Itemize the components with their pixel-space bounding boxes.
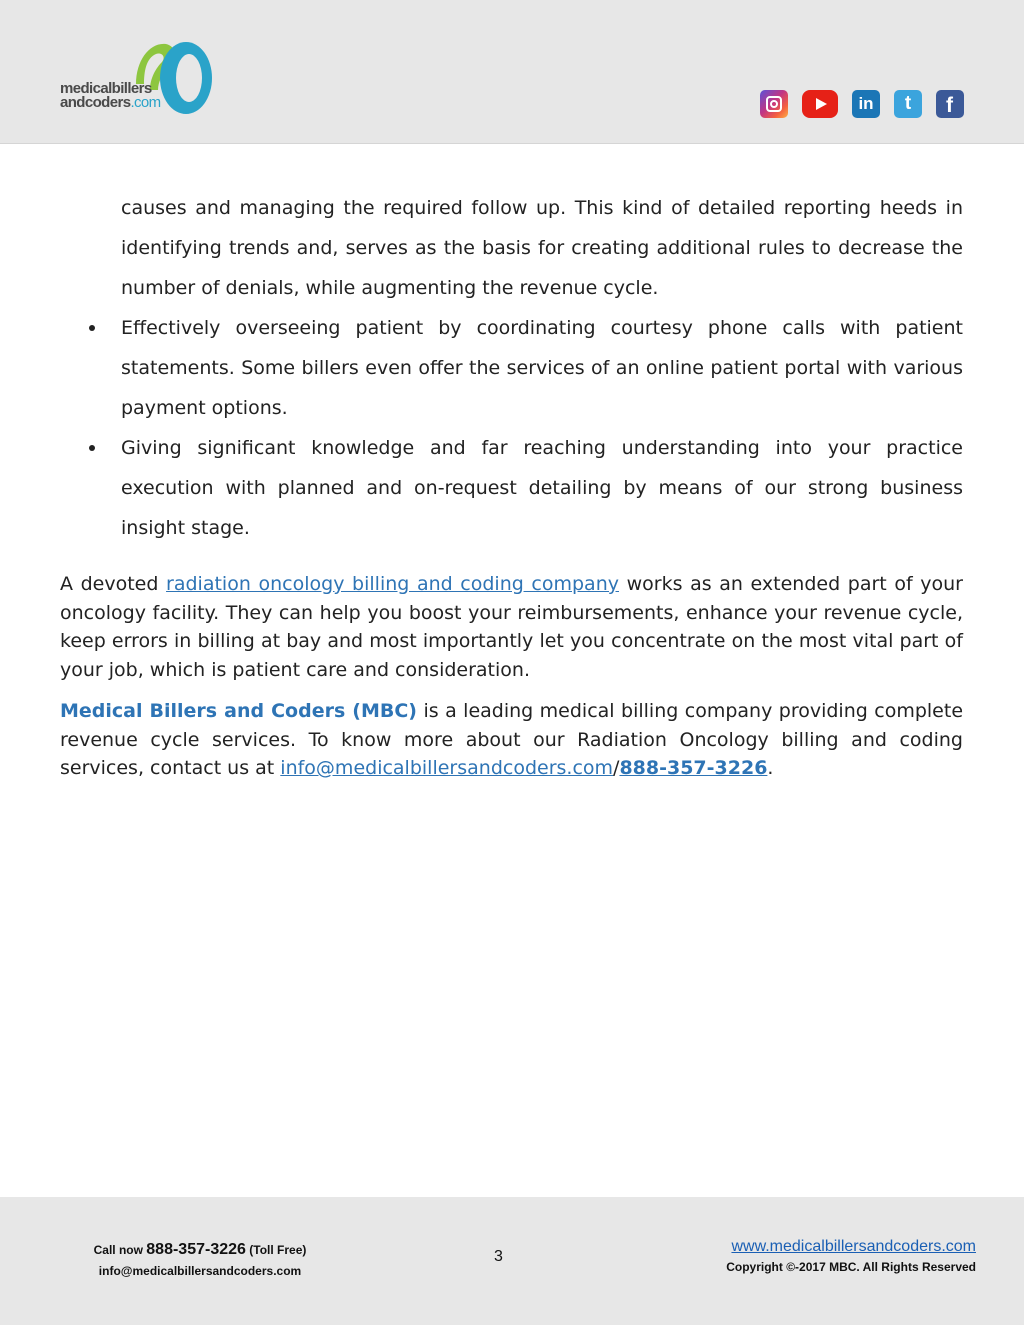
footer-contact (60, 1239, 340, 1282)
youtube-icon[interactable] (802, 90, 838, 118)
page-header (0, 0, 1024, 144)
bullet-list (60, 308, 963, 548)
twitter-icon[interactable]: t (894, 90, 922, 118)
paragraph-company-intro (60, 570, 963, 684)
para1-text: works as an extended part of your oncology facility. They can help you boost your reimbursements, enhance your revenue cycle, keep errors in billing at bay and most importantly let you concentrate on the most vital part of your job, which is patient care and consideration. (60, 573, 963, 681)
brand-name: Medical Billers and Coders (MBC) (60, 700, 417, 722)
company-logo[interactable] (58, 38, 218, 123)
logo-line1: medicalbillers (60, 80, 152, 97)
page-number: 3 (494, 1248, 503, 1265)
list-item: Giving significant knowledge and far reaching understanding into your practice execution with planned and on-request detailing by means of our strong business insight stage. (60, 428, 963, 548)
linkedin-icon[interactable]: in (852, 90, 880, 118)
facebook-icon[interactable]: f (936, 90, 964, 118)
copyright-text: Copyright ©-2017 MBC. All Rights Reserved (726, 1260, 976, 1274)
document-body (60, 188, 963, 783)
para2-text: is a leading medical billing company providing complete revenue cycle services. To know more about our Radiation Oncology billing and coding services, contact us at (60, 700, 964, 779)
continued-bullet-text: causes and managing the required follow up. This kind of detailed reporting heeds in identifying trends and, serves as the basis for creating additional rules to decrease the number of denials, while augmenting the revenue cycle. (121, 197, 963, 299)
para2-end: . (767, 757, 774, 779)
paragraph-contact (60, 697, 963, 783)
logo-wordmark (60, 82, 161, 110)
footer-phone[interactable]: 888-357-3226 (146, 1241, 246, 1258)
separator: / (613, 757, 620, 779)
email-link[interactable]: info@medicalbillersandcoders.com (280, 757, 614, 779)
page-footer (0, 1197, 1024, 1325)
para1-lead: A devoted (60, 573, 167, 595)
toll-free-label: (Toll Free) (245, 1243, 307, 1257)
phone-link[interactable]: 888-357-3226 (619, 757, 768, 779)
footer-email[interactable]: info@medicalbillersandcoders.com (98, 1264, 302, 1278)
logo-line2: andcoders (60, 94, 131, 111)
list-item: Effectively overseeing patient by coordinating courtesy phone calls with patient statements. Some billers even offer the services of an online patient portal with various payment options. (60, 308, 963, 428)
logo-suffix: .com (130, 94, 161, 111)
call-label: Call now (93, 1243, 147, 1257)
radiation-oncology-link[interactable]: radiation oncology billing and coding company (166, 573, 619, 595)
website-link[interactable]: www.medicalbillersandcoders.com (731, 1238, 976, 1255)
social-links (760, 90, 964, 118)
instagram-icon[interactable] (760, 90, 788, 118)
footer-site-info (726, 1237, 976, 1277)
